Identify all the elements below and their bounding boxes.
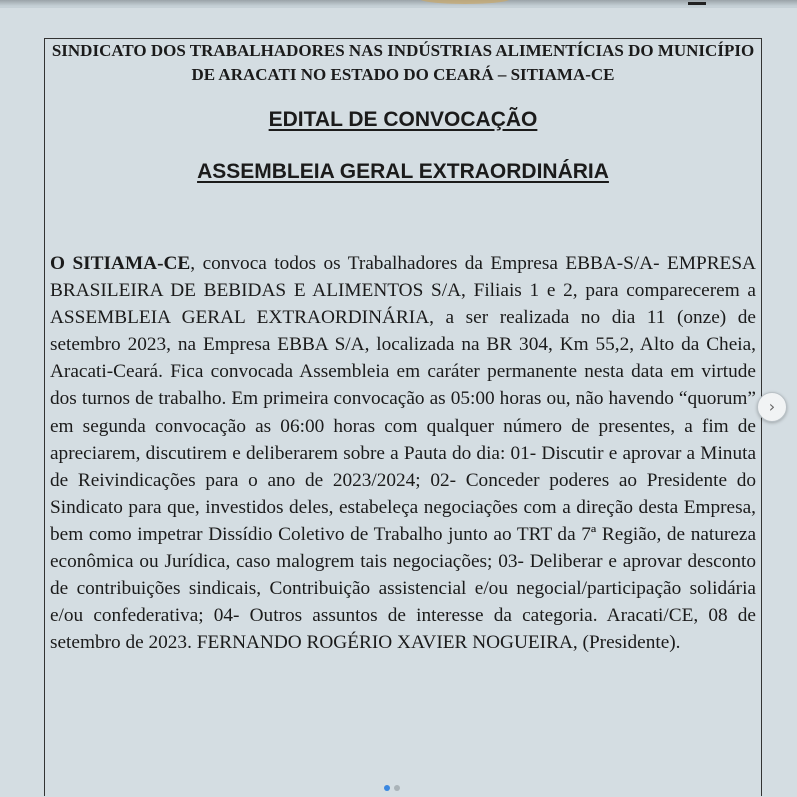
convocation-body <box>50 250 756 656</box>
union-name: SINDICATO DOS TRABALHADORES NAS INDÚSTRIAS ALIMENTÍCIAS DO MUNICÍPIO DE ARACATI NO ESTADO DO CEARÁ – SITIAMA-CE <box>51 41 755 84</box>
carousel-dot[interactable] <box>394 785 400 791</box>
document-title: EDITAL DE CONVOCAÇÃO <box>268 108 538 131</box>
carousel-indicator <box>384 785 400 791</box>
body-text: , convoca todos os Trabalhadores da Empresa EBBA-S/A- EMPRESA BRASILEIRA DE BEBIDAS E ALIMENTOS S/A, Filiais 1 e 2, para comparecerem a ASSEMBLEIA GERAL EXTRAORDINÁRIA, a ser realizada no dia 11 (onze) de setembro 2023, na Empresa EBBA S/A, localizada na BR 304, Km 55,2, Alto da Cheia, Aracati-Ceará. Fica convocada Assembleia em caráter permanente nesta data em virtude dos turnos de trabalho. Em primeira convocação as 05:00 horas ou, não havendo “quorum” em segunda convocação as 06:00 horas com qualquer número de presentes, a fim de apreciarem, discutirem e deliberarem sobre a Pauta do dia: 01- Discutir e aprovar a Minuta de Reivindicações para o ano de 2023/2024; 02- Conceder poderes ao Presidente do Sindicato para que, investidos deles, estabeleça negociações com a direção desta Empresa, bem como impetrar Dissídio Coletivo de Trabalho junto ao TRT da 7ª Região, de natureza econômica ou Jurídica, caso malogrem tais negociações; 03- Deliberar e aprovar desconto de contribuições sindicais, Contribuição assistencial e/ou negocial/participação solidária e/ou confederativa; 04- Outros assuntos de interesse da categoria. Aracati/CE, 08 de setembro de 2023. FERNANDO ROGÉRIO XAVIER NOGUEIRA, (Presidente). <box>50 253 756 654</box>
top-image-strip <box>0 0 797 6</box>
document-subtitle: ASSEMBLEIA GERAL EXTRAORDINÁRIA <box>197 160 609 183</box>
carousel-next-button[interactable] <box>757 392 787 422</box>
body-lead: O SITIAMA-CE <box>50 253 191 274</box>
top-mark <box>688 2 706 5</box>
carousel-dot[interactable] <box>384 785 390 791</box>
chevron-right-icon: › <box>768 397 776 416</box>
